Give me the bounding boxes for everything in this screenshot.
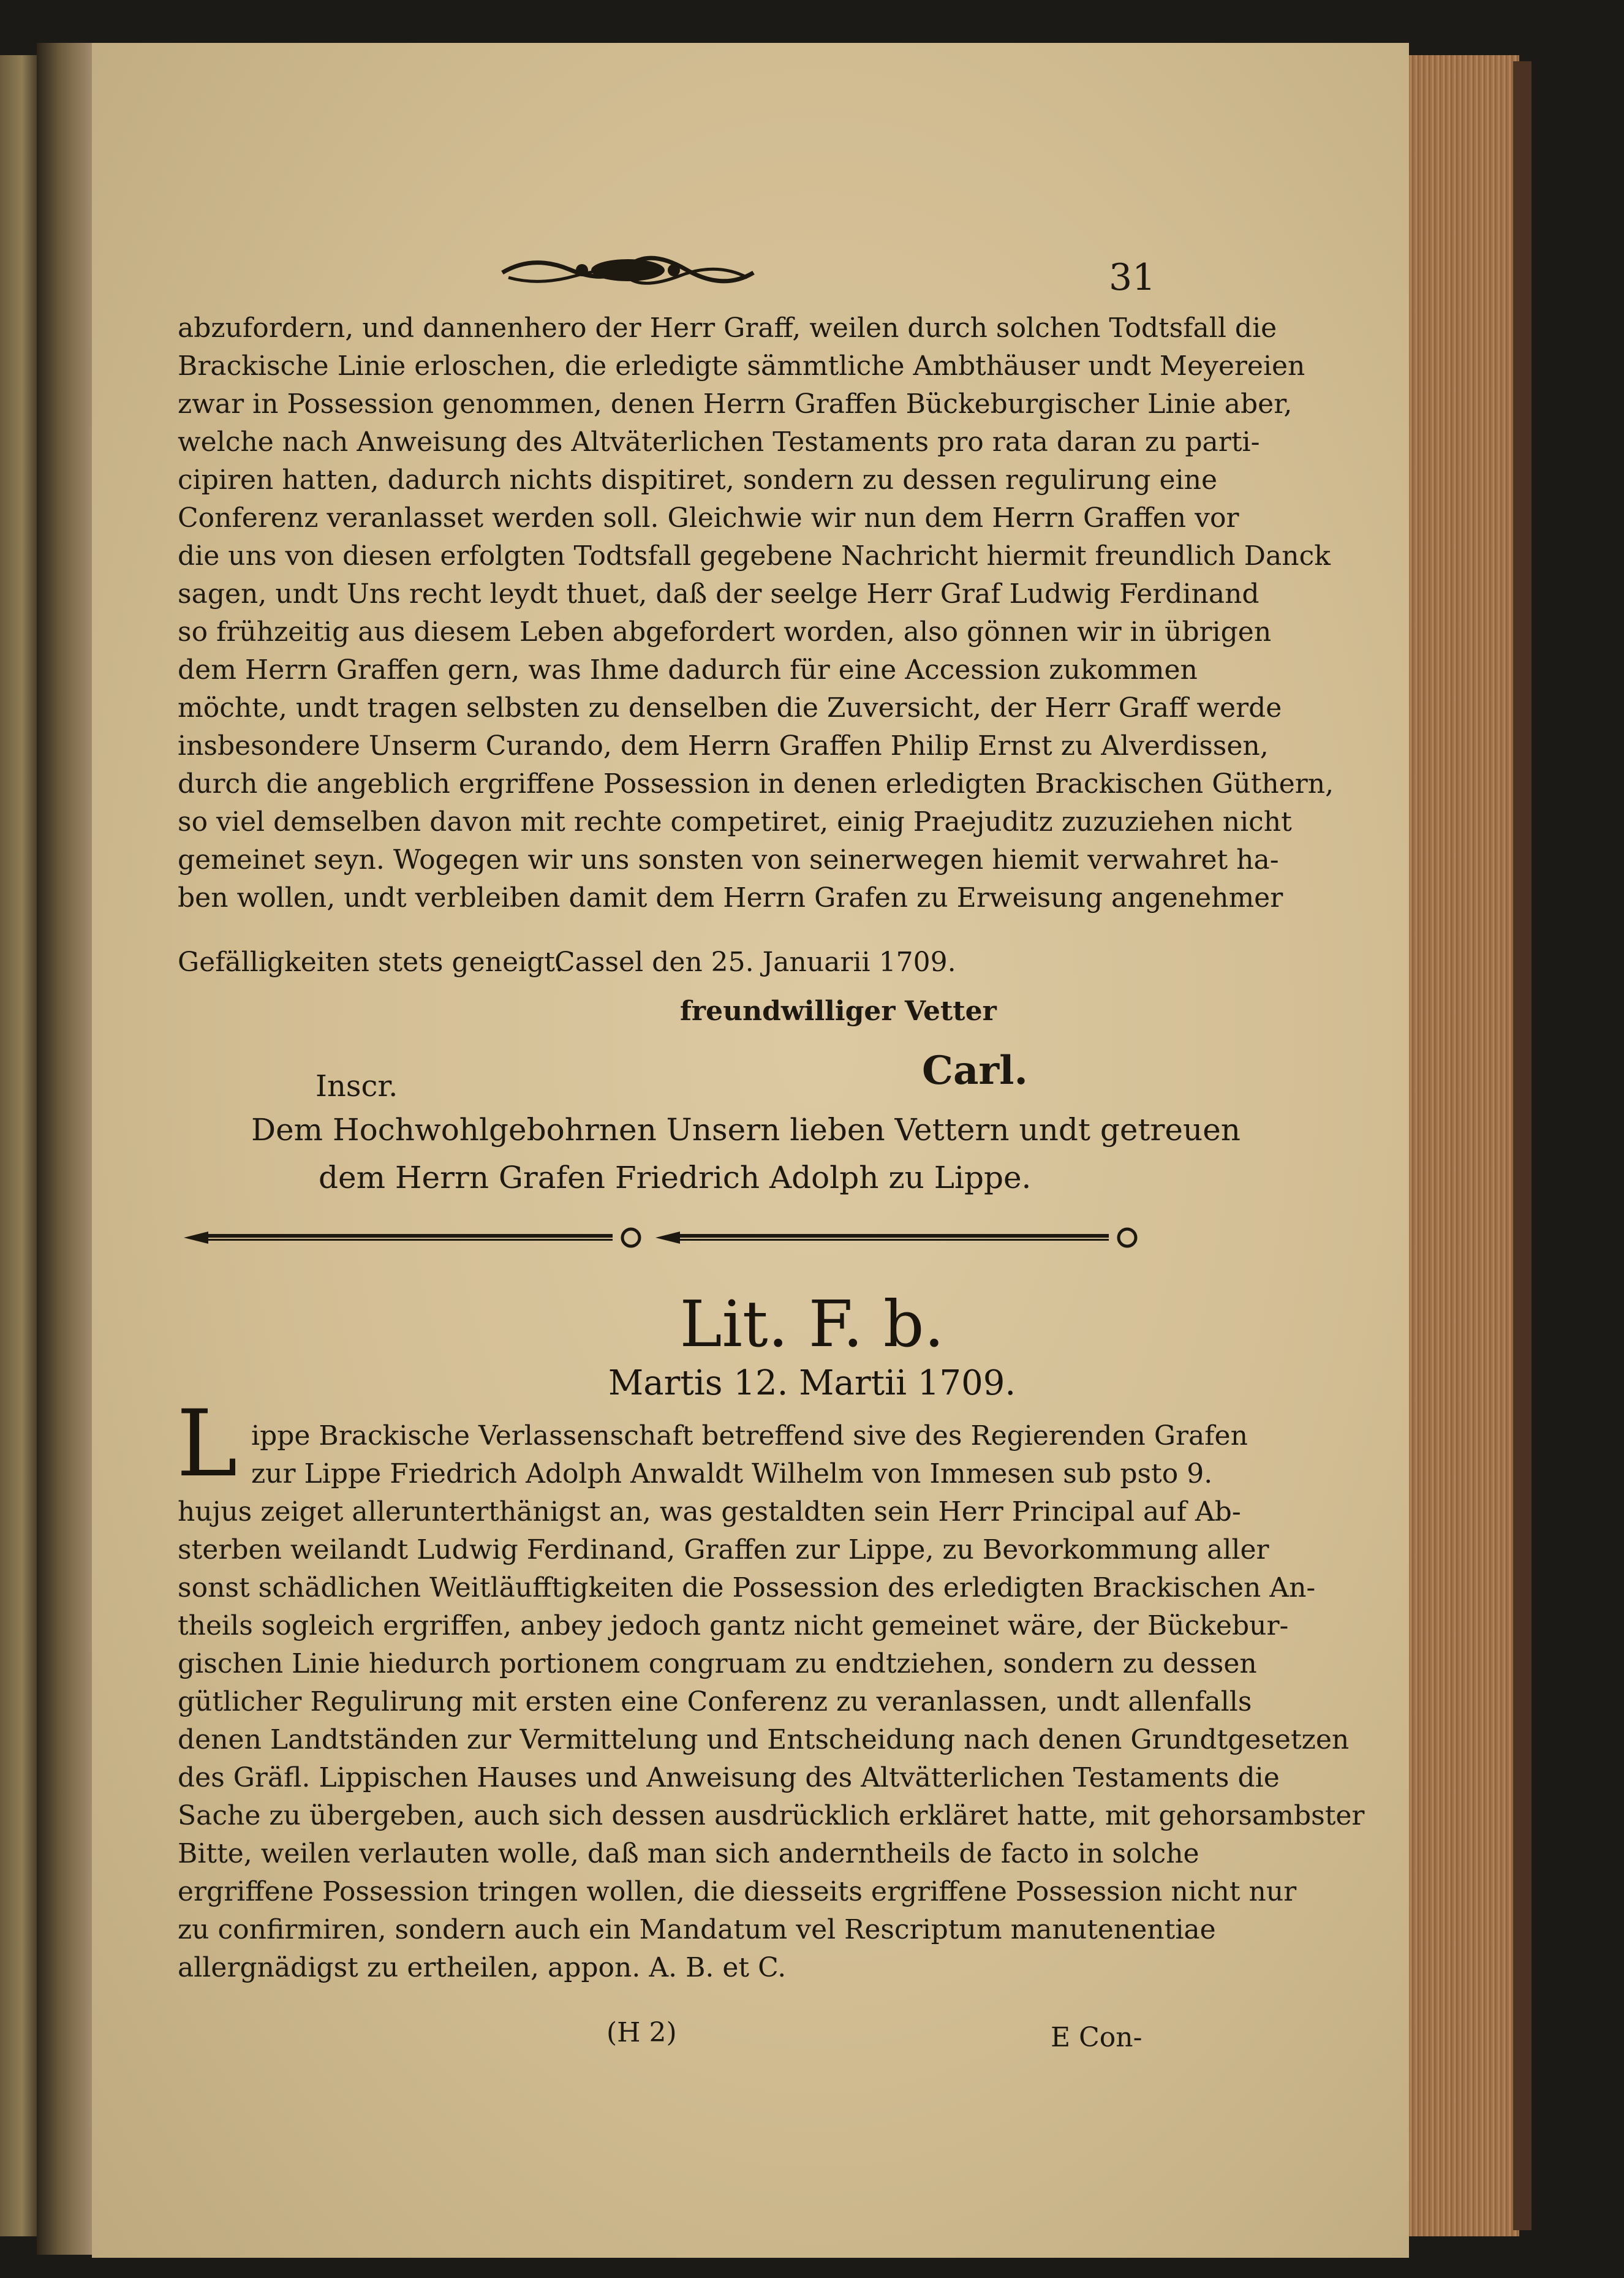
- left-page-edge: [0, 55, 37, 2236]
- body-line: sonst schädlichen Weitläufftigkeiten die Possession des erledigten Brackischen An-: [178, 1572, 1316, 1603]
- letter-closing-phrase: Gefälligkeiten stets geneigt.: [178, 947, 564, 978]
- letter-line: Brackische Linie erloschen, die erledigte sämmtliche Ambthäuser undt Meyereien: [178, 350, 1305, 382]
- letter-signature: Carl.: [922, 1048, 1028, 1094]
- page-number: 31: [1109, 256, 1156, 299]
- address-line: Dem Hochwohlgebohrnen Unsern lieben Vettern undt getreuen: [251, 1112, 1241, 1148]
- body-line: allergnädigst zu ertheilen, appon. A. B. et C.: [178, 1952, 787, 1983]
- letter-line: die uns von diesen erfolgten Todtsfall gegebene Nachricht hiermit freundlich Danck: [178, 540, 1331, 572]
- body-line: gischen Linie hiedurch portionem congruam zu endtziehen, sondern zu dessen: [178, 1648, 1257, 1679]
- address-line: dem Herrn Grafen Friedrich Adolph zu Lippe.: [319, 1160, 1032, 1195]
- letter-closing: freundwilliger Vetter: [680, 996, 997, 1027]
- book-gutter: [37, 43, 95, 2255]
- letter-line: gemeinet seyn. Wogegen wir uns sonsten von seinerwegen hiemit verwahret ha-: [178, 844, 1279, 876]
- letter-line: Conferenz veranlasset werden soll. Gleichwie wir nun dem Herrn Graffen vor: [178, 502, 1239, 534]
- body-line: hujus zeiget allerunterthänigst an, was gestaldten sein Herr Principal auf Ab-: [178, 1496, 1241, 1527]
- letter-line: so viel demselben davon mit rechte competiret, einig Praejuditz zuzuziehen nicht: [178, 806, 1292, 838]
- inscription-label: Inscr.: [315, 1069, 398, 1103]
- section-divider-rule-icon: [178, 1225, 1152, 1250]
- letter-line: dem Herrn Graffen gern, was Ihme dadurch für eine Accession zukommen: [178, 654, 1198, 686]
- body-line: theils sogleich ergriffen, anbey jedoch gantz nicht gemeinet wäre, der Bückebur-: [178, 1610, 1289, 1641]
- body-line: zur Lippe Friedrich Adolph Anwaldt Wilhelm von Immesen sub psto 9.: [251, 1458, 1213, 1489]
- letter-line: so frühzeitig aus diesem Leben abgefordert worden, also gönnen wir in übrigen: [178, 616, 1272, 648]
- letter-line: abzufordern, und dannenhero der Herr Graff, weilen durch solchen Todtsfall die: [178, 312, 1277, 344]
- letter-line: welche nach Anweisung des Altväterlichen Testaments pro rata daran zu parti-: [178, 426, 1260, 458]
- letter-line: insbesondere Unserm Curando, dem Herrn Graffen Philip Ernst zu Alverdissen,: [178, 730, 1269, 762]
- body-line: sterben weilandt Ludwig Ferdinand, Graffen zur Lippe, zu Bevorkommung aller: [178, 1534, 1269, 1565]
- body-line: gütlicher Regulirung mit ersten eine Conferenz zu veranlassen, undt allenfalls: [178, 1686, 1252, 1717]
- letter-line: cipiren hatten, dadurch nichts dispitiret, sondern zu dessen regulirung eine: [178, 464, 1217, 496]
- page-block-shadow: [1513, 61, 1531, 2230]
- letter-line: durch die angeblich ergriffene Possession in denen erledigten Brackischen Güthern,: [178, 768, 1334, 800]
- catchword: E Con-: [1051, 2022, 1142, 2053]
- letter-line: zwar in Possession genommen, denen Herrn Graffen Bückeburgischer Linie aber,: [178, 388, 1293, 420]
- body-line: Sache zu übergeben, auch sich dessen ausdrücklich erkläret hatte, mit gehorsambster: [178, 1800, 1365, 1831]
- letter-line: ben wollen, undt verbleiben damit dem Herrn Grafen zu Erweisung angenehmer: [178, 882, 1283, 914]
- signature-mark: (H 2): [606, 2017, 677, 2048]
- letter-line: möchte, undt tragen selbsten zu denselben die Zuversicht, der Herr Graff werde: [178, 692, 1282, 724]
- letter-date: Cassel den 25. Januarii 1709.: [554, 947, 956, 978]
- body-line: ergriffene Possession tringen wollen, die diesseits ergriffene Possession nicht nur: [178, 1876, 1297, 1907]
- body-line: Bitte, weilen verlauten wolle, daß man sich anderntheils de facto in solche: [178, 1838, 1199, 1869]
- section-date: Martis 12. Martii 1709.: [608, 1363, 1016, 1403]
- body-line: zu confirmiren, sondern auch ein Mandatum vel Rescriptum manutenentiae: [178, 1914, 1216, 1945]
- letter-line: sagen, undt Uns recht leydt thuet, daß der seelge Herr Graf Ludwig Ferdinand: [178, 578, 1260, 610]
- body-line: denen Landtständen zur Vermittelung und Entscheidung nach denen Grundtgesetzen: [178, 1724, 1350, 1755]
- section-title: Lit. F. b.: [679, 1287, 945, 1361]
- headpiece-ornament-icon: [496, 248, 760, 291]
- drop-cap: L: [176, 1391, 238, 1497]
- body-line: des Gräfl. Lippischen Hauses und Anweisung des Altvätterlichen Testaments die: [178, 1762, 1280, 1793]
- page-block-edges: [1409, 55, 1519, 2236]
- body-line: ippe Brackische Verlassenschaft betreffend sive des Regierenden Grafen: [251, 1420, 1248, 1451]
